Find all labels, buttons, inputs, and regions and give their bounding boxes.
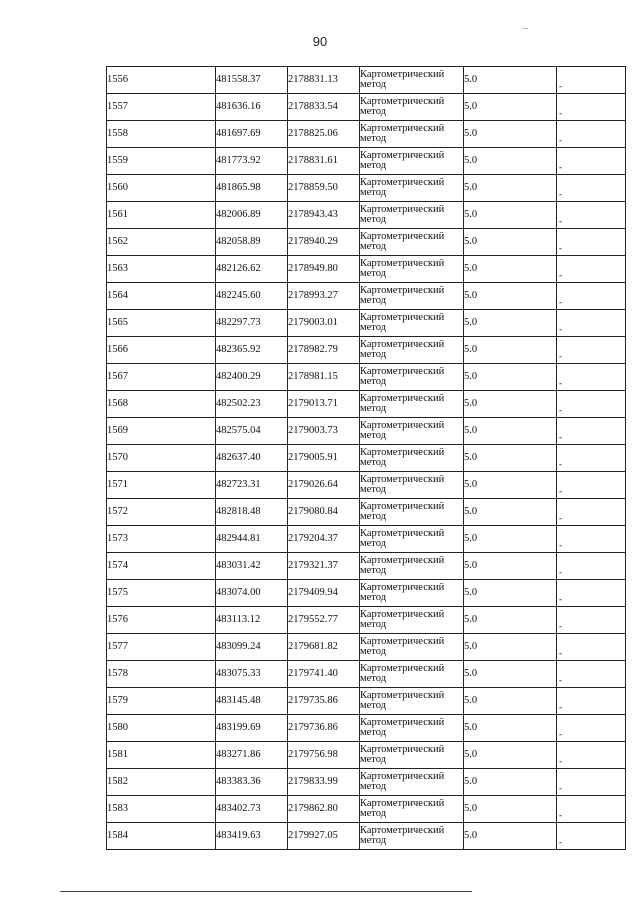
accuracy-cell: 5.0 <box>464 445 557 472</box>
accuracy-cell: 5.0 <box>464 472 557 499</box>
method-cell <box>360 121 464 148</box>
note-cell <box>557 67 626 94</box>
table-row <box>107 202 626 229</box>
method-cell <box>360 175 464 202</box>
note-dash: - <box>559 513 562 523</box>
point-number-cell: 1582 <box>107 769 216 796</box>
x-coordinate-cell: 482058.89 <box>216 229 288 256</box>
y-coordinate-cell: 2178993.27 <box>288 283 360 310</box>
method-line-1: Картометрический <box>360 610 445 620</box>
note-cell <box>557 742 626 769</box>
point-number-cell: 1574 <box>107 553 216 580</box>
note-cell <box>557 391 626 418</box>
note-cell <box>557 337 626 364</box>
note-dash: - <box>559 270 562 280</box>
method-cell <box>360 148 464 175</box>
note-dash: - <box>559 405 562 415</box>
method-line-2: метод <box>360 404 387 414</box>
method-line-1: Картометрический <box>360 232 445 242</box>
y-coordinate-cell: 2179026.64 <box>288 472 360 499</box>
note-dash: - <box>559 135 562 145</box>
method-line-1: Картометрический <box>360 583 445 593</box>
table-row <box>107 499 626 526</box>
accuracy-cell: 5.0 <box>464 796 557 823</box>
y-coordinate-cell: 2178825.06 <box>288 121 360 148</box>
y-coordinate-cell: 2178982.79 <box>288 337 360 364</box>
note-cell <box>557 499 626 526</box>
method-line-1: Картометрический <box>360 502 445 512</box>
method-line-1: Картометрический <box>360 448 445 458</box>
note-dash: - <box>559 567 562 577</box>
table-body <box>107 67 626 850</box>
point-number-cell: 1579 <box>107 688 216 715</box>
point-number-cell: 1576 <box>107 607 216 634</box>
x-coordinate-cell: 482126.62 <box>216 256 288 283</box>
method-line-1: Картометрический <box>360 745 445 755</box>
table-row <box>107 526 626 553</box>
method-line-2: метод <box>360 377 387 387</box>
point-number-cell: 1580 <box>107 715 216 742</box>
note-dash: - <box>559 540 562 550</box>
point-number-cell: 1564 <box>107 283 216 310</box>
note-cell <box>557 175 626 202</box>
table-row <box>107 364 626 391</box>
method-line-2: метод <box>360 161 387 171</box>
method-line-1: Картометрический <box>360 286 445 296</box>
table-row <box>107 796 626 823</box>
note-cell <box>557 472 626 499</box>
note-dash: - <box>559 675 562 685</box>
x-coordinate-cell: 482365.92 <box>216 337 288 364</box>
method-line-1: Картометрический <box>360 529 445 539</box>
note-cell <box>557 553 626 580</box>
x-coordinate-cell: 482575.04 <box>216 418 288 445</box>
table-row <box>107 742 626 769</box>
page-number: 90 <box>312 34 328 49</box>
note-cell <box>557 310 626 337</box>
method-line-1: Картометрический <box>360 826 445 836</box>
method-cell <box>360 715 464 742</box>
point-number-cell: 1557 <box>107 94 216 121</box>
point-number-cell: 1558 <box>107 121 216 148</box>
method-line-2: метод <box>360 674 387 684</box>
accuracy-cell: 5.0 <box>464 769 557 796</box>
table-row <box>107 715 626 742</box>
y-coordinate-cell: 2179735.86 <box>288 688 360 715</box>
method-line-1: Картометрический <box>360 178 445 188</box>
method-line-1: Картометрический <box>360 637 445 647</box>
method-line-1: Картометрический <box>360 664 445 674</box>
scan-mark <box>522 28 528 29</box>
method-cell <box>360 229 464 256</box>
x-coordinate-cell: 483075.33 <box>216 661 288 688</box>
y-coordinate-cell: 2179862.80 <box>288 796 360 823</box>
y-coordinate-cell: 2178981.15 <box>288 364 360 391</box>
accuracy-cell: 5.0 <box>464 67 557 94</box>
note-dash: - <box>559 351 562 361</box>
method-line-2: метод <box>360 836 387 846</box>
method-line-2: метод <box>360 323 387 333</box>
table-row <box>107 283 626 310</box>
note-dash: - <box>559 189 562 199</box>
note-dash: - <box>559 297 562 307</box>
accuracy-cell: 5.0 <box>464 202 557 229</box>
method-line-1: Картометрический <box>360 691 445 701</box>
x-coordinate-cell: 481697.69 <box>216 121 288 148</box>
table-row <box>107 607 626 634</box>
note-dash: - <box>559 783 562 793</box>
note-cell <box>557 364 626 391</box>
method-line-2: метод <box>360 485 387 495</box>
method-line-2: метод <box>360 620 387 630</box>
accuracy-cell: 5.0 <box>464 175 557 202</box>
point-number-cell: 1573 <box>107 526 216 553</box>
y-coordinate-cell: 2179736.86 <box>288 715 360 742</box>
table-row <box>107 229 626 256</box>
accuracy-cell: 5.0 <box>464 715 557 742</box>
method-line-1: Картометрический <box>360 70 445 80</box>
method-cell <box>360 472 464 499</box>
accuracy-cell: 5.0 <box>464 148 557 175</box>
note-cell <box>557 526 626 553</box>
accuracy-cell: 5.0 <box>464 661 557 688</box>
method-cell <box>360 310 464 337</box>
note-cell <box>557 607 626 634</box>
x-coordinate-cell: 481773.92 <box>216 148 288 175</box>
table-row <box>107 67 626 94</box>
method-line-2: метод <box>360 539 387 549</box>
method-line-1: Картометрический <box>360 556 445 566</box>
note-cell <box>557 823 626 850</box>
method-cell <box>360 364 464 391</box>
y-coordinate-cell: 2179204.37 <box>288 526 360 553</box>
point-number-cell: 1556 <box>107 67 216 94</box>
method-line-2: метод <box>360 188 387 198</box>
x-coordinate-cell: 481636.16 <box>216 94 288 121</box>
point-number-cell: 1583 <box>107 796 216 823</box>
accuracy-cell: 5.0 <box>464 634 557 661</box>
accuracy-cell: 5.0 <box>464 364 557 391</box>
method-line-2: метод <box>360 755 387 765</box>
note-cell <box>557 202 626 229</box>
y-coordinate-cell: 2179003.01 <box>288 310 360 337</box>
accuracy-cell: 5.0 <box>464 256 557 283</box>
note-dash: - <box>559 432 562 442</box>
note-dash: - <box>559 459 562 469</box>
method-line-2: метод <box>360 593 387 603</box>
x-coordinate-cell: 481865.98 <box>216 175 288 202</box>
accuracy-cell: 5.0 <box>464 580 557 607</box>
y-coordinate-cell: 2179409.94 <box>288 580 360 607</box>
point-number-cell: 1570 <box>107 445 216 472</box>
x-coordinate-cell: 483383.36 <box>216 769 288 796</box>
method-line-2: метод <box>360 701 387 711</box>
x-coordinate-cell: 483199.69 <box>216 715 288 742</box>
y-coordinate-cell: 2178831.61 <box>288 148 360 175</box>
accuracy-cell: 5.0 <box>464 499 557 526</box>
table-row <box>107 472 626 499</box>
x-coordinate-cell: 483099.24 <box>216 634 288 661</box>
y-coordinate-cell: 2178859.50 <box>288 175 360 202</box>
x-coordinate-cell: 483402.73 <box>216 796 288 823</box>
y-coordinate-cell: 2179005.91 <box>288 445 360 472</box>
note-cell <box>557 94 626 121</box>
note-dash: - <box>559 243 562 253</box>
y-coordinate-cell: 2179013.71 <box>288 391 360 418</box>
method-line-1: Картометрический <box>360 772 445 782</box>
note-dash: - <box>559 486 562 496</box>
note-dash: - <box>559 378 562 388</box>
method-line-2: метод <box>360 215 387 225</box>
y-coordinate-cell: 2179552.77 <box>288 607 360 634</box>
y-coordinate-cell: 2178833.54 <box>288 94 360 121</box>
x-coordinate-cell: 483271.86 <box>216 742 288 769</box>
coordinates-table <box>106 66 626 850</box>
table-row <box>107 688 626 715</box>
method-cell <box>360 553 464 580</box>
table-row <box>107 661 626 688</box>
accuracy-cell: 5.0 <box>464 553 557 580</box>
x-coordinate-cell: 482400.29 <box>216 364 288 391</box>
table-row <box>107 148 626 175</box>
method-line-1: Картометрический <box>360 718 445 728</box>
y-coordinate-cell: 2179681.82 <box>288 634 360 661</box>
note-dash: - <box>559 648 562 658</box>
point-number-cell: 1565 <box>107 310 216 337</box>
note-dash: - <box>559 810 562 820</box>
note-cell <box>557 418 626 445</box>
method-line-1: Картометрический <box>360 259 445 269</box>
note-cell <box>557 121 626 148</box>
method-cell <box>360 499 464 526</box>
table-row <box>107 337 626 364</box>
table-row <box>107 553 626 580</box>
method-line-1: Картометрический <box>360 421 445 431</box>
x-coordinate-cell: 482502.23 <box>216 391 288 418</box>
point-number-cell: 1560 <box>107 175 216 202</box>
method-cell <box>360 337 464 364</box>
y-coordinate-cell: 2178831.13 <box>288 67 360 94</box>
point-number-cell: 1563 <box>107 256 216 283</box>
method-line-2: метод <box>360 242 387 252</box>
method-line-1: Картометрический <box>360 394 445 404</box>
note-dash: - <box>559 756 562 766</box>
point-number-cell: 1561 <box>107 202 216 229</box>
y-coordinate-cell: 2179080.84 <box>288 499 360 526</box>
method-cell <box>360 67 464 94</box>
method-line-1: Картометрический <box>360 124 445 134</box>
method-line-2: метод <box>360 350 387 360</box>
table-row <box>107 121 626 148</box>
point-number-cell: 1577 <box>107 634 216 661</box>
x-coordinate-cell: 482245.60 <box>216 283 288 310</box>
method-cell <box>360 445 464 472</box>
note-cell <box>557 769 626 796</box>
method-line-1: Картометрический <box>360 475 445 485</box>
note-cell <box>557 688 626 715</box>
x-coordinate-cell: 482723.31 <box>216 472 288 499</box>
accuracy-cell: 5.0 <box>464 418 557 445</box>
point-number-cell: 1571 <box>107 472 216 499</box>
x-coordinate-cell: 483113.12 <box>216 607 288 634</box>
table-row <box>107 634 626 661</box>
note-dash: - <box>559 621 562 631</box>
y-coordinate-cell: 2179741.40 <box>288 661 360 688</box>
note-dash: - <box>559 216 562 226</box>
point-number-cell: 1566 <box>107 337 216 364</box>
method-cell <box>360 418 464 445</box>
accuracy-cell: 5.0 <box>464 94 557 121</box>
x-coordinate-cell: 482637.40 <box>216 445 288 472</box>
note-dash: - <box>559 594 562 604</box>
x-coordinate-cell: 481558.37 <box>216 67 288 94</box>
method-line-2: метод <box>360 107 387 117</box>
note-cell <box>557 634 626 661</box>
note-dash: - <box>559 108 562 118</box>
accuracy-cell: 5.0 <box>464 121 557 148</box>
y-coordinate-cell: 2179927.05 <box>288 823 360 850</box>
method-cell <box>360 634 464 661</box>
point-number-cell: 1578 <box>107 661 216 688</box>
method-line-1: Картометрический <box>360 97 445 107</box>
method-line-1: Картометрический <box>360 367 445 377</box>
method-line-1: Картометрический <box>360 313 445 323</box>
note-dash: - <box>559 702 562 712</box>
table-row <box>107 580 626 607</box>
table-row <box>107 391 626 418</box>
method-line-2: метод <box>360 431 387 441</box>
method-line-1: Картометрический <box>360 799 445 809</box>
method-cell <box>360 256 464 283</box>
footer-rule <box>60 891 472 892</box>
accuracy-cell: 5.0 <box>464 283 557 310</box>
point-number-cell: 1562 <box>107 229 216 256</box>
point-number-cell: 1584 <box>107 823 216 850</box>
method-cell <box>360 283 464 310</box>
method-cell <box>360 661 464 688</box>
note-dash: - <box>559 162 562 172</box>
method-line-2: метод <box>360 512 387 522</box>
accuracy-cell: 5.0 <box>464 229 557 256</box>
accuracy-cell: 5.0 <box>464 526 557 553</box>
note-cell <box>557 445 626 472</box>
accuracy-cell: 5.0 <box>464 742 557 769</box>
accuracy-cell: 5.0 <box>464 310 557 337</box>
y-coordinate-cell: 2179003.73 <box>288 418 360 445</box>
point-number-cell: 1559 <box>107 148 216 175</box>
note-dash: - <box>559 837 562 847</box>
method-line-2: метод <box>360 296 387 306</box>
table-row <box>107 445 626 472</box>
note-dash: - <box>559 81 562 91</box>
note-cell <box>557 148 626 175</box>
method-cell <box>360 580 464 607</box>
method-line-2: метод <box>360 647 387 657</box>
note-cell <box>557 229 626 256</box>
table-row <box>107 418 626 445</box>
method-line-2: метод <box>360 134 387 144</box>
method-line-2: метод <box>360 458 387 468</box>
method-line-2: метод <box>360 269 387 279</box>
note-cell <box>557 661 626 688</box>
table-row <box>107 256 626 283</box>
method-cell <box>360 796 464 823</box>
y-coordinate-cell: 2178940.29 <box>288 229 360 256</box>
x-coordinate-cell: 482006.89 <box>216 202 288 229</box>
table-row <box>107 175 626 202</box>
note-cell <box>557 283 626 310</box>
x-coordinate-cell: 482818.48 <box>216 499 288 526</box>
method-line-1: Картометрический <box>360 151 445 161</box>
point-number-cell: 1567 <box>107 364 216 391</box>
point-number-cell: 1581 <box>107 742 216 769</box>
note-cell <box>557 580 626 607</box>
x-coordinate-cell: 483419.63 <box>216 823 288 850</box>
y-coordinate-cell: 2178943.43 <box>288 202 360 229</box>
method-line-2: метод <box>360 809 387 819</box>
y-coordinate-cell: 2178949.80 <box>288 256 360 283</box>
y-coordinate-cell: 2179756.98 <box>288 742 360 769</box>
accuracy-cell: 5.0 <box>464 823 557 850</box>
method-line-2: метод <box>360 728 387 738</box>
x-coordinate-cell: 482944.81 <box>216 526 288 553</box>
accuracy-cell: 5.0 <box>464 688 557 715</box>
method-line-2: метод <box>360 566 387 576</box>
x-coordinate-cell: 483074.00 <box>216 580 288 607</box>
method-cell <box>360 823 464 850</box>
accuracy-cell: 5.0 <box>464 337 557 364</box>
table-row <box>107 769 626 796</box>
method-cell <box>360 202 464 229</box>
accuracy-cell: 5.0 <box>464 607 557 634</box>
note-cell <box>557 715 626 742</box>
method-cell <box>360 769 464 796</box>
point-number-cell: 1575 <box>107 580 216 607</box>
note-dash: - <box>559 729 562 739</box>
y-coordinate-cell: 2179321.37 <box>288 553 360 580</box>
note-cell <box>557 256 626 283</box>
method-cell <box>360 391 464 418</box>
note-cell <box>557 796 626 823</box>
y-coordinate-cell: 2179833.99 <box>288 769 360 796</box>
method-cell <box>360 607 464 634</box>
method-line-1: Картометрический <box>360 205 445 215</box>
method-line-2: метод <box>360 782 387 792</box>
point-number-cell: 1569 <box>107 418 216 445</box>
x-coordinate-cell: 483031.42 <box>216 553 288 580</box>
accuracy-cell: 5.0 <box>464 391 557 418</box>
point-number-cell: 1568 <box>107 391 216 418</box>
method-line-1: Картометрический <box>360 340 445 350</box>
x-coordinate-cell: 483145.48 <box>216 688 288 715</box>
method-cell <box>360 688 464 715</box>
method-cell <box>360 526 464 553</box>
table-row <box>107 94 626 121</box>
table-row <box>107 310 626 337</box>
method-cell <box>360 94 464 121</box>
note-dash: - <box>559 324 562 334</box>
method-line-2: метод <box>360 80 387 90</box>
point-number-cell: 1572 <box>107 499 216 526</box>
method-cell <box>360 742 464 769</box>
x-coordinate-cell: 482297.73 <box>216 310 288 337</box>
table-row <box>107 823 626 850</box>
